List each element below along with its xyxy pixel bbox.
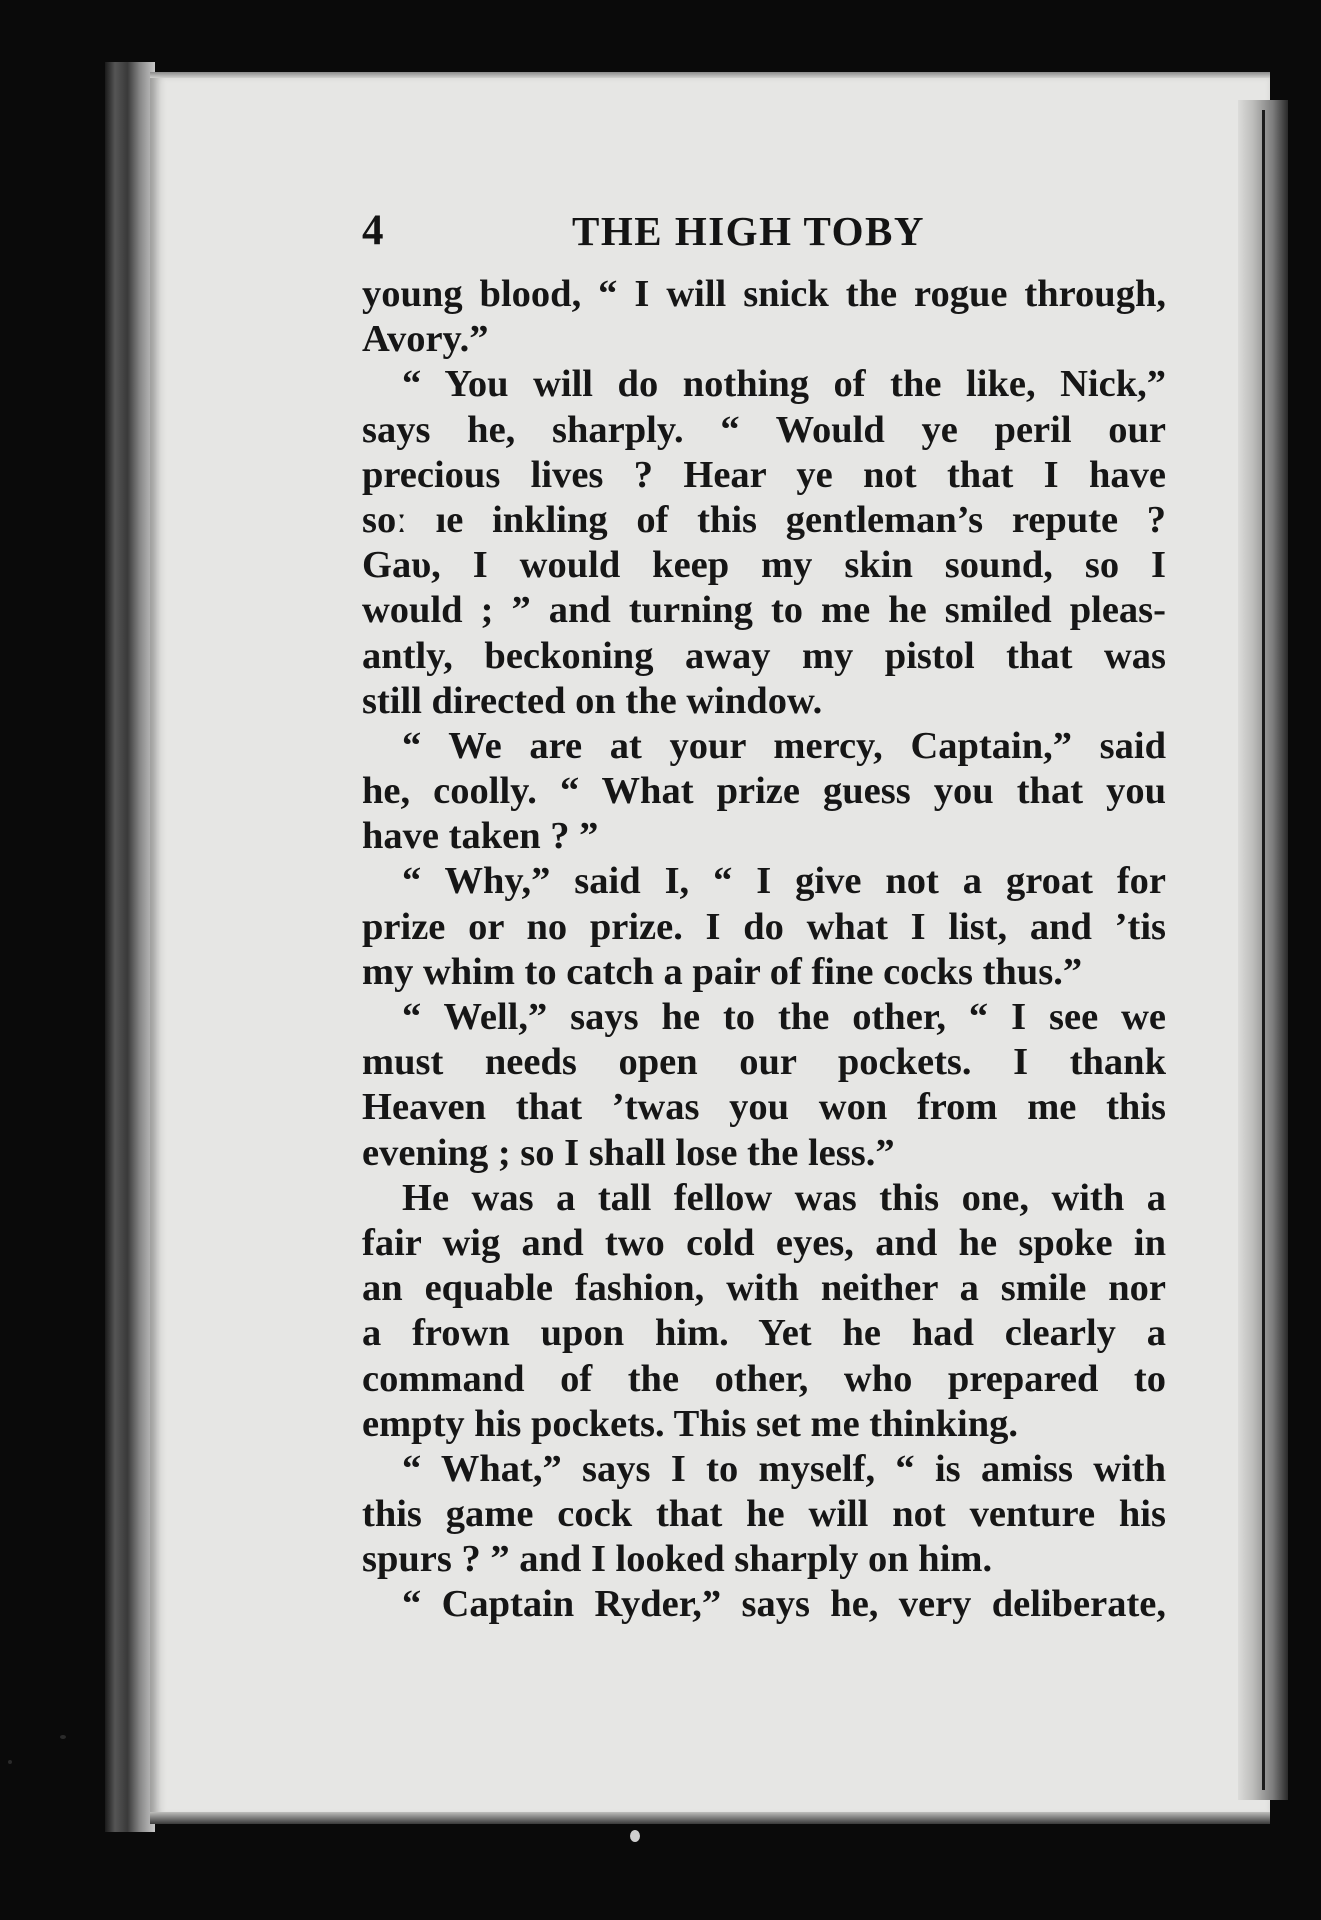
body-text — [362, 272, 1166, 1628]
fore-edge-shadow-line — [1262, 110, 1265, 1790]
text-line: an equable fashion, with neither a smile nor — [362, 1267, 1166, 1310]
text-line: empty his pockets. This set me thinking. — [362, 1402, 1019, 1445]
text-line: would ; ” and turning to me he smiled pleas- — [362, 589, 1166, 632]
book-spine-edge — [105, 62, 155, 1832]
text-line: says he, sharply. “ Would ye peril our — [362, 408, 1166, 451]
page-bottom-edge — [150, 1812, 1270, 1824]
text-line: He was a tall fellow was this one, with a — [402, 1176, 1166, 1219]
scan-speck — [630, 1830, 640, 1842]
page-top-edge — [150, 72, 1270, 78]
text-line: “ Why,” said I, “ I give not a groat for — [402, 860, 1166, 903]
running-head-title: THE HIGH TOBY — [572, 208, 925, 254]
text-line: “ We are at your mercy, Captain,” said — [402, 724, 1166, 767]
text-line: precious lives ? Hear ye not that I have — [362, 453, 1166, 496]
text-line: evening ; so I shall lose the less.” — [362, 1131, 895, 1174]
page-header — [362, 202, 1162, 260]
text-line: “ Well,” says he to the other, “ I see we — [402, 996, 1166, 1038]
text-line: still directed on the window. — [362, 679, 823, 722]
text-line: antly, beckoning away my pistol that was — [362, 634, 1166, 677]
text-line: this game cock that he will not venture his — [362, 1493, 1166, 1536]
text-line: command of the other, who prepared to — [362, 1357, 1166, 1400]
text-line: a frown upon him. Yet he had clearly a — [362, 1312, 1166, 1355]
text-line: “ You will do nothing of the like, Nick,” — [402, 363, 1166, 406]
scan-speck — [60, 1735, 66, 1739]
text-line: young blood, “ I will snick the rogue through, — [362, 273, 1166, 315]
text-line: Gaυ, I would keep my skin sound, so I — [362, 544, 1166, 587]
text-line: must needs open our pockets. I thank — [362, 1041, 1166, 1084]
text-line: he, coolly. “ What prize guess you that you — [362, 770, 1166, 813]
text-line: fair wig and two cold eyes, and he spoke in — [362, 1221, 1166, 1264]
text-line: my whim to catch a pair of fine cocks thus.” — [362, 950, 1083, 993]
text-line: have taken ? ” — [362, 815, 599, 858]
page-number: 4 — [362, 207, 384, 254]
scan-speck — [8, 1760, 12, 1764]
text-line: soː ıe inkling of this gentleman’s repute ? — [362, 498, 1166, 541]
text-line: “ Captain Ryder,” says he, very deliberate, — [402, 1583, 1166, 1626]
text-line: Avory.” — [362, 318, 489, 361]
text-line: spurs ? ” and I looked sharply on him. — [362, 1538, 993, 1581]
text-line: prize or no prize. I do what I list, and ’tis — [362, 905, 1166, 948]
text-line: Heaven that ’twas you won from me this — [362, 1086, 1166, 1129]
text-line: “ What,” says I to myself, “ is amiss with — [402, 1447, 1166, 1490]
